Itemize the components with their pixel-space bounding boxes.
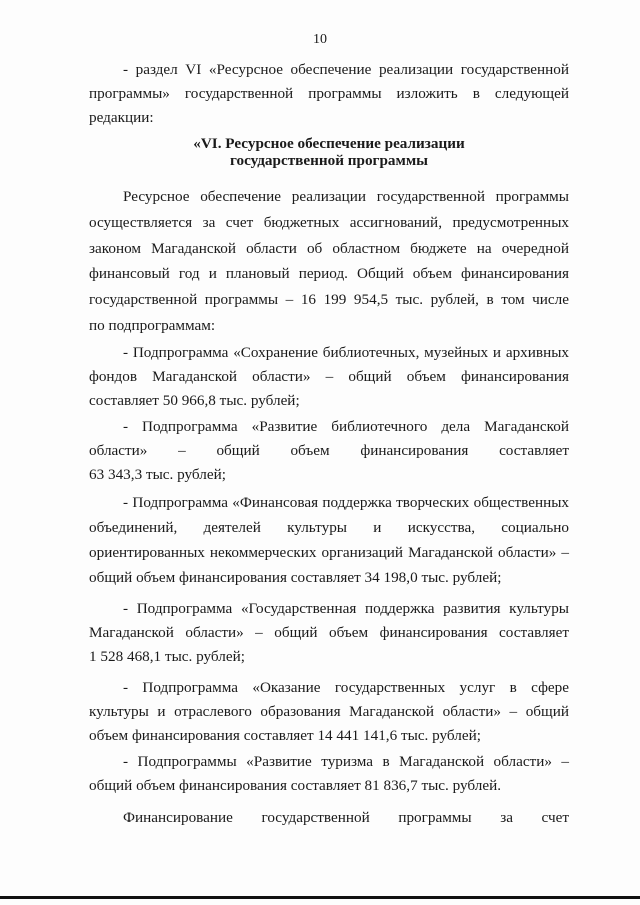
subprogram-5-line-3: объем финансирования составляет 14 441 141,6 тыс. рублей;: [89, 727, 481, 744]
closing-paragraph: [89, 806, 569, 830]
subprogram-1-line-3: составляет 50 966,8 тыс. рублей;: [89, 392, 300, 409]
subprogram-6-line-1: - Подпрограммы «Развитие туризма в Магаданской области» –: [123, 753, 569, 770]
intro-line-3: редакции:: [89, 109, 154, 126]
main-line-3: законом Магаданской области об областном бюджете на очередной: [89, 239, 569, 257]
subprogram-item: [89, 415, 569, 487]
page-number: 10: [313, 32, 327, 47]
intro-line-2: программы» государственной программы изложить в следующей: [89, 85, 569, 102]
closing-line-1: Финансирование государственной программы за счет: [123, 809, 569, 826]
heading-line-1: «VI. Ресурсное обеспечение реализации: [193, 135, 465, 152]
subprogram-4-line-3: 1 528 468,1 тыс. рублей;: [89, 648, 245, 665]
subprogram-item: [89, 750, 569, 798]
main-line-4: финансовый год и плановый период. Общий объем финансирования: [89, 265, 569, 283]
subprogram-item: [89, 341, 569, 413]
subprogram-4-line-1: - Подпрограмма «Государственная поддержка развития культуры: [123, 600, 569, 617]
main-line-5: государственной программы – 16 199 954,5 тыс. рублей, в том числе: [89, 291, 569, 309]
main-line-2: осуществляется за счет бюджетных ассигнований, предусмотренных: [89, 213, 569, 231]
subprogram-2-line-3: 63 343,3 тыс. рублей;: [89, 466, 226, 483]
main-paragraph: [89, 184, 569, 339]
subprogram-3-line-3: ориентированных некоммерческих организаций Магаданской области» –: [89, 544, 569, 561]
subprogram-6-line-2: общий объем финансирования составляет 81 836,7 тыс. рублей.: [89, 777, 502, 794]
intro-paragraph: [89, 58, 569, 130]
subprogram-5-line-1: - Подпрограмма «Оказание государственных услуг в сфере: [123, 679, 569, 696]
subprogram-2-line-1: - Подпрограмма «Развитие библиотечного дела Магаданской: [123, 418, 569, 435]
page-bottom-rule: [0, 896, 640, 899]
heading-line-2: государственной программы: [229, 152, 429, 169]
subprogram-item: [89, 676, 569, 748]
subprogram-5-line-2: культуры и отраслевого образования Магаданской области» – общий: [89, 703, 569, 720]
subprogram-item: [89, 597, 569, 669]
intro-line-1: - раздел VI «Ресурсное обеспечение реализации государственной: [123, 61, 569, 78]
subprogram-3-line-1: - Подпрограмма «Финансовая поддержка творческих общественных: [123, 494, 569, 511]
section-heading: [89, 135, 569, 169]
subprogram-item: [89, 490, 569, 590]
main-line-6: по подпрограммам:: [89, 316, 216, 334]
subprogram-1-line-2: фондов Магаданской области» – общий объем финансирования: [89, 368, 569, 385]
subprogram-3-line-2: объединений, деятелей культуры и искусства, социально: [89, 519, 569, 536]
subprogram-3-line-4: общий объем финансирования составляет 34 198,0 тыс. рублей;: [89, 569, 502, 586]
subprogram-4-line-2: Магаданской области» – общий объем финансирования составляет: [89, 624, 569, 641]
subprogram-2-line-2: области» – общий объем финансирования составляет: [89, 442, 569, 459]
subprogram-1-line-1: - Подпрограмма «Сохранение библиотечных, музейных и архивных: [123, 344, 569, 361]
main-line-1: Ресурсное обеспечение реализации государственной программы: [123, 188, 569, 205]
